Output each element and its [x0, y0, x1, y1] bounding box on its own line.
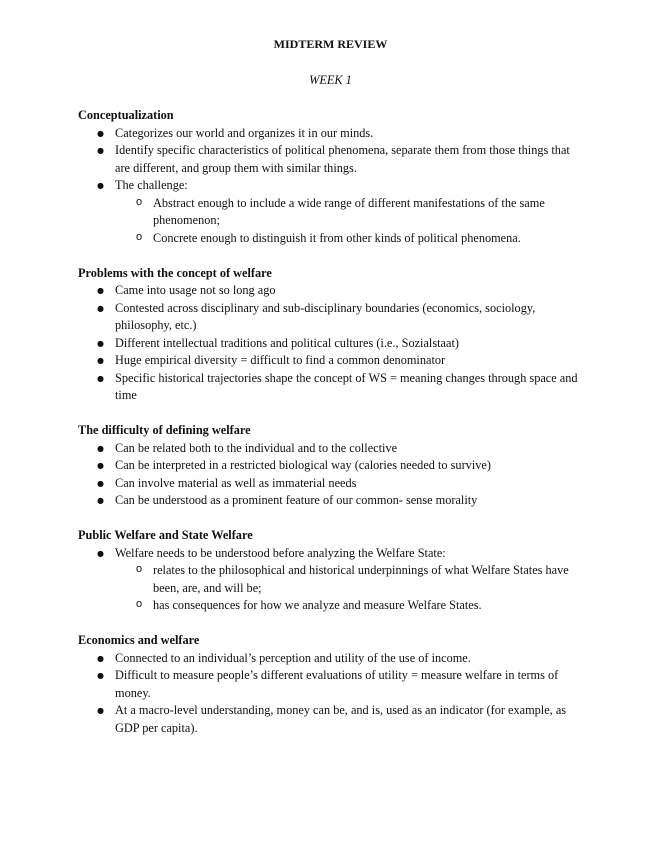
list-item [115, 702, 583, 737]
section-heading: Public Welfare and State Welfare [78, 528, 253, 542]
list-item-text: Welfare needs to be understood before analyzing the Welfare State: [115, 545, 446, 560]
list-item-text: Can be interpreted in a restricted biological way (calories needed to survive) [115, 458, 491, 472]
list-item-text: Contested across disciplinary and sub-disciplinary boundaries (economics, sociology, philosophy, etc.) [115, 300, 536, 332]
section-public-state-welfare [78, 527, 583, 615]
section-difficulty-defining-welfare [78, 422, 583, 510]
list-item [115, 545, 583, 615]
section-problems-concept-welfare [78, 265, 583, 405]
list-item-text: Came into usage not so long ago [115, 283, 276, 297]
list-item [115, 177, 583, 247]
list-item [115, 282, 583, 300]
section-heading: Conceptualization [78, 108, 174, 122]
sub-list-item-text: has consequences for how we analyze and measure Welfare States. [153, 598, 482, 612]
list-item [115, 667, 583, 702]
sub-list-item [153, 195, 583, 230]
list-item [115, 457, 583, 475]
sub-list-item-text: Concrete enough to distinguish it from other kinds of political phenomena. [153, 230, 521, 245]
list-item-text: Different intellectual traditions and political cultures (i.e., Sozialstaat) [115, 335, 459, 350]
list-item [115, 475, 583, 493]
list-item [115, 370, 583, 405]
document-subtitle: WEEK 1 [309, 72, 352, 87]
bullet-list [78, 545, 583, 615]
list-item-text: Connected to an individual’s perception and utility of the use of income. [115, 650, 471, 665]
sub-list-item-text: relates to the philosophical and historical underpinnings of what Welfare States have been, are, and will be; [153, 563, 569, 595]
list-item-text: Difficult to measure people’s different evaluations of utility = measure welfare in terms of money. [115, 668, 559, 700]
section-conceptualization [78, 107, 583, 247]
list-item-text: The challenge: [115, 178, 188, 192]
list-item [115, 492, 583, 510]
sub-bullet-list [115, 195, 583, 248]
list-item [115, 335, 583, 353]
list-item [115, 440, 583, 458]
list-item [115, 142, 583, 177]
sub-list-item [153, 562, 583, 597]
bullet-list [78, 282, 583, 405]
list-item-text: Specific historical trajectories shape the concept of WS = meaning changes through space and time [115, 370, 578, 402]
list-item-text: Huge empirical diversity = difficult to find a common denominator [115, 353, 446, 367]
list-item-text: Can be understood as a prominent feature of our common- sense morality [115, 493, 478, 507]
bullet-list [78, 125, 583, 248]
list-item-text: Categorizes our world and organizes it in our minds. [115, 125, 374, 140]
list-item [115, 352, 583, 370]
list-item-text: Can involve material as well as immaterial needs [115, 475, 357, 490]
sub-list-item [153, 230, 583, 248]
section-heading: Problems with the concept of welfare [78, 265, 272, 280]
list-item-text: Identify specific characteristics of political phenomena, separate them from those things that are different, and group them with similar things. [115, 143, 570, 175]
section-heading: The difficulty of defining welfare [78, 423, 251, 437]
list-item-text: Can be related both to the individual and to the collective [115, 440, 398, 455]
section-heading: Economics and welfare [78, 633, 200, 647]
document-title: MIDTERM REVIEW [273, 37, 388, 51]
bullet-list [78, 440, 583, 510]
document-page [78, 36, 583, 737]
sub-bullet-list [115, 562, 583, 615]
section-economics-welfare [78, 632, 583, 737]
sub-list-item-text: Abstract enough to include a wide range of different manifestations of the same phenomenon; [153, 195, 545, 227]
list-item-text: At a macro-level understanding, money can be, and is, used as an indicator (for example, as GDP per capita). [115, 703, 567, 735]
bullet-list [78, 650, 583, 738]
list-item [115, 125, 583, 143]
list-item [115, 300, 583, 335]
sub-list-item [153, 597, 583, 615]
list-item [115, 650, 583, 668]
